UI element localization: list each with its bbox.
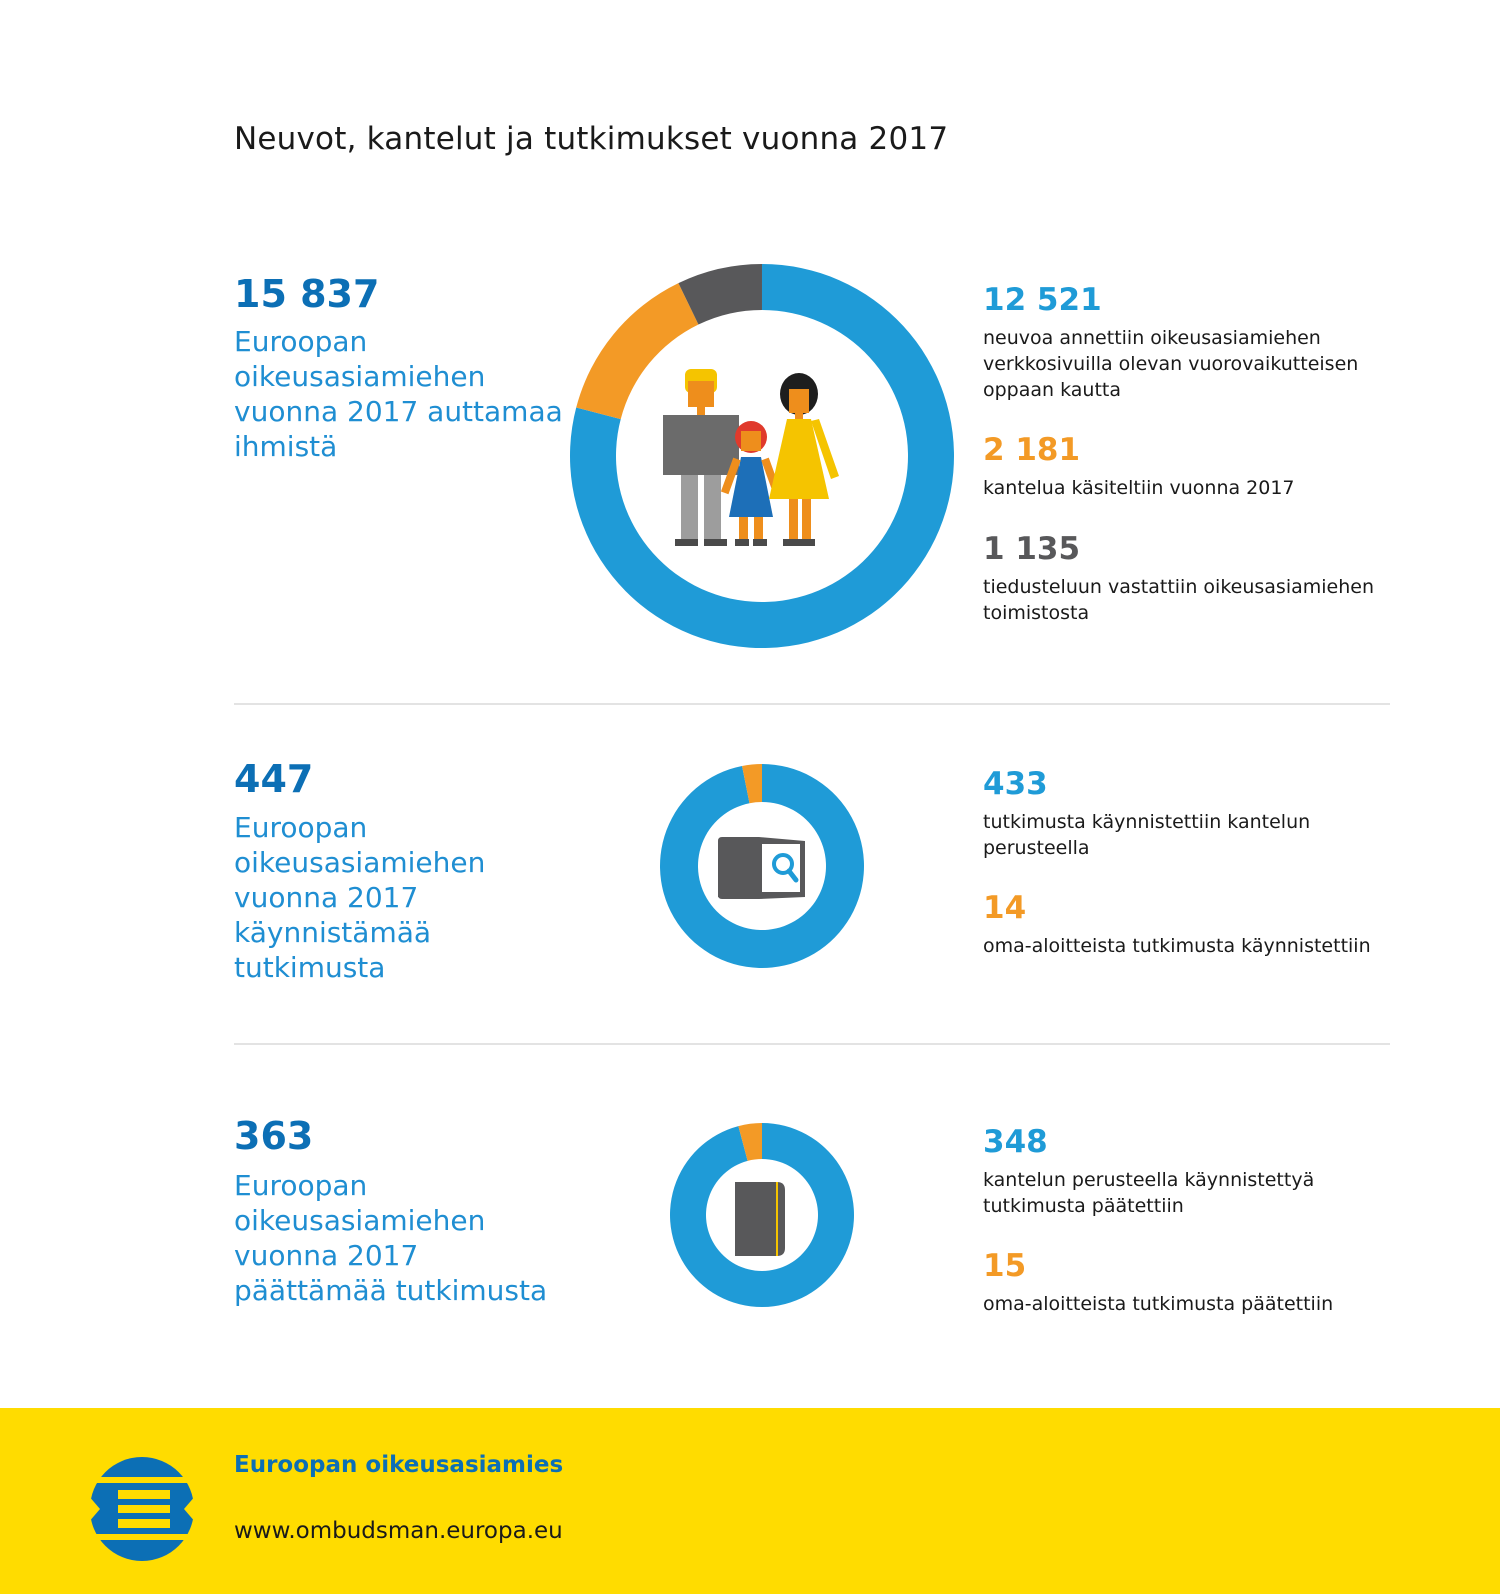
total-inquiries-closed-label: Euroopan oikeusasiamiehen vuonna 2017 päättämää tutkimusta	[234, 1169, 548, 1307]
total-people-helped: 15 837	[234, 272, 380, 316]
stat-own-initiative-opened	[983, 890, 1403, 959]
total-inquiries-opened: 447	[234, 757, 314, 801]
stat-inquiries-value: 1 135	[983, 531, 1081, 567]
divider	[234, 703, 1390, 705]
footer-band	[0, 1408, 1500, 1594]
total-people-helped-label: Euroopan oikeusasiamiehen vuonna 2017 auttamaa ihmistä	[234, 325, 563, 463]
stat-complaints-value: 2 181	[983, 432, 1081, 468]
page-title: Neuvot, kantelut ja tutkimukset vuonna 2017	[234, 121, 949, 157]
stat-advice-text: neuvoa annettiin oikeusasiamiehen verkkosivuilla olevan vuorovaikutteisen oppaan kautta	[983, 327, 1359, 401]
footer-website-link[interactable]: www.ombudsman.europa.eu	[234, 1518, 563, 1544]
stat-inquiries-complaint-text: tutkimusta käynnistettiin kantelun perusteella	[983, 811, 1311, 859]
closed-folder-icon	[735, 1182, 785, 1256]
stat-own-initiative-opened-text: oma-aloitteista tutkimusta käynnistettiin	[983, 935, 1371, 957]
donut-slice-2181	[576, 283, 698, 419]
ombudsman-logo-icon	[88, 1455, 196, 1563]
stat-own-initiative-opened-value: 14	[983, 890, 1027, 926]
stat-complaint-closed-value: 348	[983, 1124, 1048, 1160]
stat-own-initiative-closed-value: 15	[983, 1248, 1027, 1284]
donut-chart-inquiries-closed	[669, 1122, 855, 1308]
stat-inquiries-complaint-value: 433	[983, 766, 1048, 802]
stat-advice	[983, 282, 1403, 403]
stat-inquiries-complaint	[983, 766, 1403, 861]
stat-complaints-text: kantelua käsiteltiin vuonna 2017	[983, 477, 1295, 499]
stat-advice-value: 12 521	[983, 282, 1102, 318]
stat-complaints	[983, 432, 1403, 501]
stat-own-initiative-closed-text: oma-aloitteista tutkimusta päätettiin	[983, 1293, 1334, 1315]
stat-complaint-closed	[983, 1124, 1403, 1219]
stat-inquiries-text: tiedusteluun vastattiin oikeusasiamiehen toimistosta	[983, 576, 1374, 624]
donut-chart-inquiries-opened	[659, 763, 865, 969]
stat-complaint-closed-text: kantelun perusteella käynnistettyä tutkimusta päätettiin	[983, 1169, 1315, 1217]
divider	[234, 1043, 1390, 1045]
footer-organization-name: Euroopan oikeusasiamies	[234, 1452, 564, 1478]
open-folder-magnifier-icon	[718, 837, 805, 899]
total-inquiries-opened-label: Euroopan oikeusasiamiehen vuonna 2017 käynnistämää tutkimusta	[234, 811, 486, 984]
stat-own-initiative-closed	[983, 1248, 1403, 1317]
total-inquiries-closed: 363	[234, 1114, 314, 1158]
stat-inquiries	[983, 531, 1403, 626]
family-icon	[663, 369, 839, 546]
donut-chart-people-helped	[567, 261, 957, 651]
